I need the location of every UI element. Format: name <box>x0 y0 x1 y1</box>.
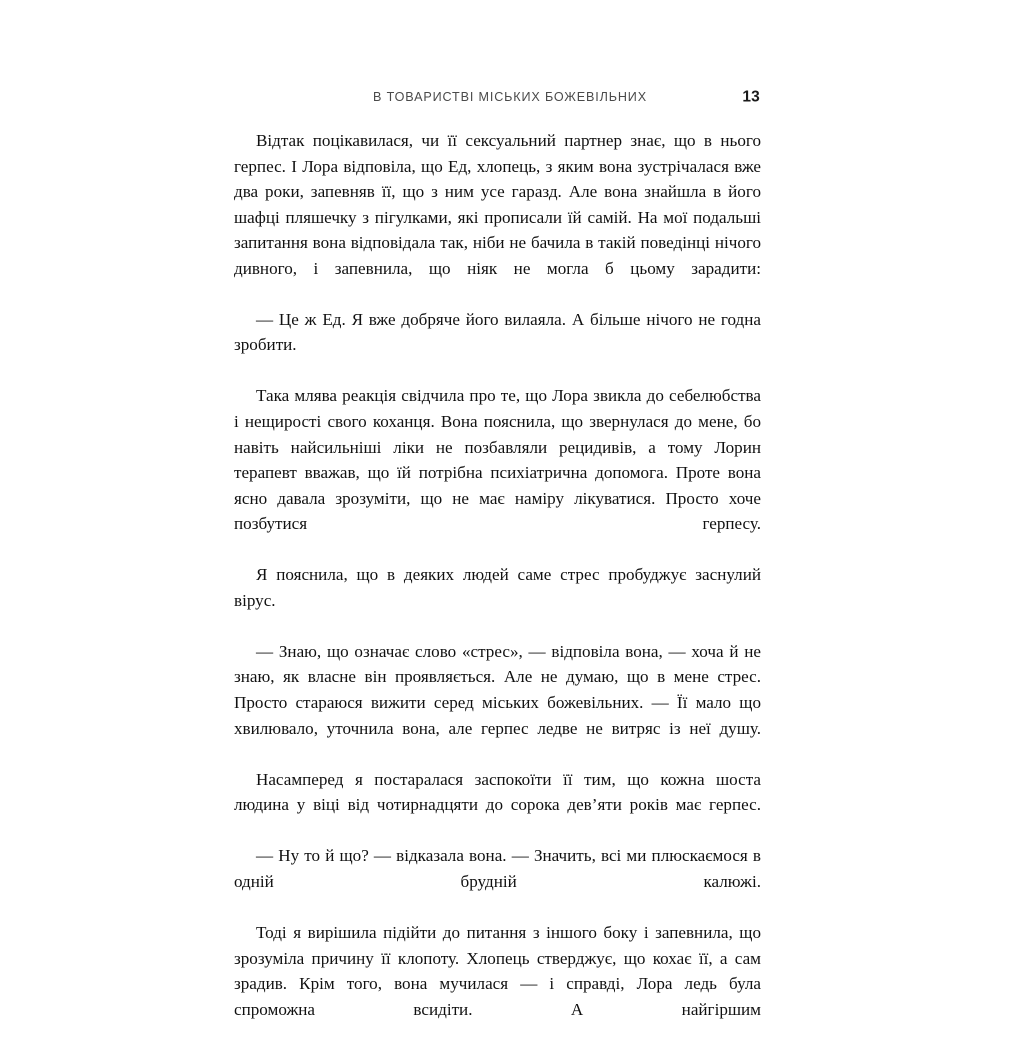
body-text-block <box>234 128 761 1048</box>
paragraph: Така млява реакція свідчила про те, що Лора звикла до себелюбства і нещирості свого коханця. Вона пояснила, що звернулася до мене, бо навіть найсильніші ліки не позбавляли рецидивів, а тому Лорин терапевт вважав, що їй потрібна психіатрична допомога. Проте вона ясно давала зрозуміти, що не має наміру лікуватися. Просто хоче позбутися герпесу. <box>234 386 761 534</box>
running-head-title: В ТОВАРИСТВІ МІСЬКИХ БОЖЕВІЛЬНИХ <box>373 89 647 104</box>
paragraph: Я пояснила, що в деяких людей саме стрес пробуджує заснулий вірус. <box>234 565 761 610</box>
paragraph-dialogue: — Знаю, що означає слово «стрес», — відповіла вона, — хоча й не знаю, як власне він проявляється. Але не думаю, що в мене стрес. Просто стараюся вижити серед міських божевільних. — Її мало що хвилювало, уточнила вона, але герпес ледве не витряс із неї душу. <box>234 641 761 738</box>
paragraph: Насамперед я постаралася заспокоїти її тим, що кожна шоста людина у віці від чотирнадцяти до сорока дев’яти років має герпес. <box>234 769 761 815</box>
paragraph: Відтак поцікавилася, чи її сексуальний партнер знає, що в нього герпес. І Лора відповіла, що Ед, хлопець, з яким вона зустрічалася вже два роки, запевняв її, що з ним усе гаразд. Але вона знайшла в його шафці пляшечку з пігулками, які прописали їй самій. На мої подальші запитання вона відповідала так, ніби не бачила в такій поведінці нічого дивного, і запевнила, що ніяк не могла б цьому зарадити: <box>234 131 761 278</box>
paragraph-dialogue: — Це ж Ед. Я вже добряче його вилаяла. А більше нічого не годна зробити. <box>234 309 761 355</box>
paragraph: Тоді я вирішила підійти до питання з іншого боку і запевнила, що зрозуміла причину її клопоту. Хлопець стверджує, що кохає її, а сам зрадив. Крім того, вона мучилася — і справді, Лора ледь була спроможна всидіти. А найгіршим <box>234 922 761 1019</box>
running-head <box>234 86 760 108</box>
page-number: 13 <box>742 88 760 106</box>
paragraph-dialogue: — Ну то й що? — відказала вона. — Значить, всі ми плюскаємося в одній брудній калюжі. <box>234 846 761 891</box>
